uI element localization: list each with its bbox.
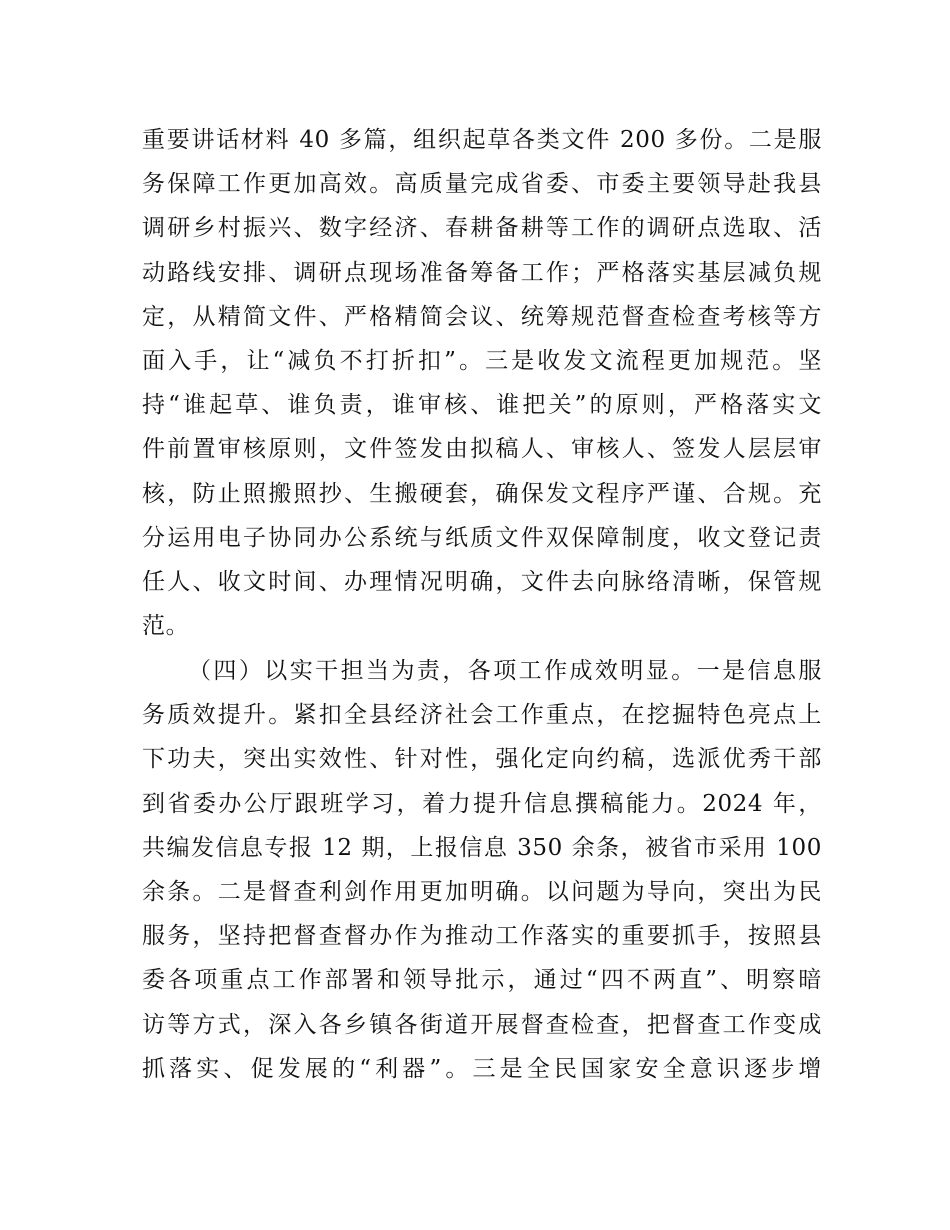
section-heading-line: （四）以实干担当为责，各项工作成效明显。一是信息服 [188, 658, 822, 684]
paragraph-section-four [142, 649, 822, 1091]
text-line: 下功夫，突出实效性、针对性，强化定向约稿，选派优秀干部 [142, 746, 822, 773]
text-line: 任人、收文时间、办理情况明确，文件去向脉络清晰，保管规 [142, 568, 822, 595]
text-line: 持“谁起草、谁负责，谁审核、谁把关”的原则，严格落实文 [142, 392, 822, 419]
text-line: 抓落实、促发展的“利器”。三是全民国家安全意识逐步增 [142, 1055, 822, 1082]
text-line: 调研乡村振兴、数字经济、春耕备耕等工作的调研点选取、活 [142, 215, 822, 242]
text-line: 共编发信息专报 12 期，上报信息 350 余条，被省市采用 100 [142, 834, 822, 861]
text-line: 务保障工作更加高效。高质量完成省委、市委主要领导赴我县 [142, 171, 822, 198]
text-line: 重要讲话材料 40 多篇，组织起草各类文件 200 多份。二是服 [142, 127, 822, 153]
text-line: 件前置审核原则，文件签发由拟稿人、审核人、签发人层层审 [142, 436, 822, 463]
text-line: 范。 [142, 613, 190, 640]
paragraph-service-guarantee [142, 118, 822, 648]
text-line: 面入手，让“减负不打折扣”。三是收发文流程更加规范。坚 [142, 347, 822, 374]
text-line: 务质效提升。紧扣全县经济社会工作重点，在挖掘特色亮点上 [142, 702, 822, 729]
text-line: 动路线安排、调研点现场准备筹备工作；严格落实基层减负规 [142, 259, 822, 286]
text-line: 核，防止照搬照抄、生搬硬套，确保发文程序严谨、合规。充 [142, 480, 822, 507]
text-line: 委各项重点工作部署和领导批示，通过“四不两直”、明察暗 [142, 967, 822, 994]
text-line: 分运用电子协同办公系统与纸质文件双保障制度，收文登记责 [142, 524, 822, 551]
text-line: 余条。二是督查利剑作用更加明确。以问题为导向，突出为民 [142, 878, 822, 905]
text-line: 到省委办公厅跟班学习，着力提升信息撰稿能力。2024 年， [142, 790, 822, 817]
text-line: 服务，坚持把督查督办作为推动工作落实的重要抓手，按照县 [142, 923, 822, 950]
text-line: 定，从精简文件、严格精简会议、统筹规范督查检查考核等方 [142, 303, 822, 330]
text-line: 访等方式，深入各乡镇各街道开展督查检查，把督查工作变成 [142, 1011, 822, 1038]
